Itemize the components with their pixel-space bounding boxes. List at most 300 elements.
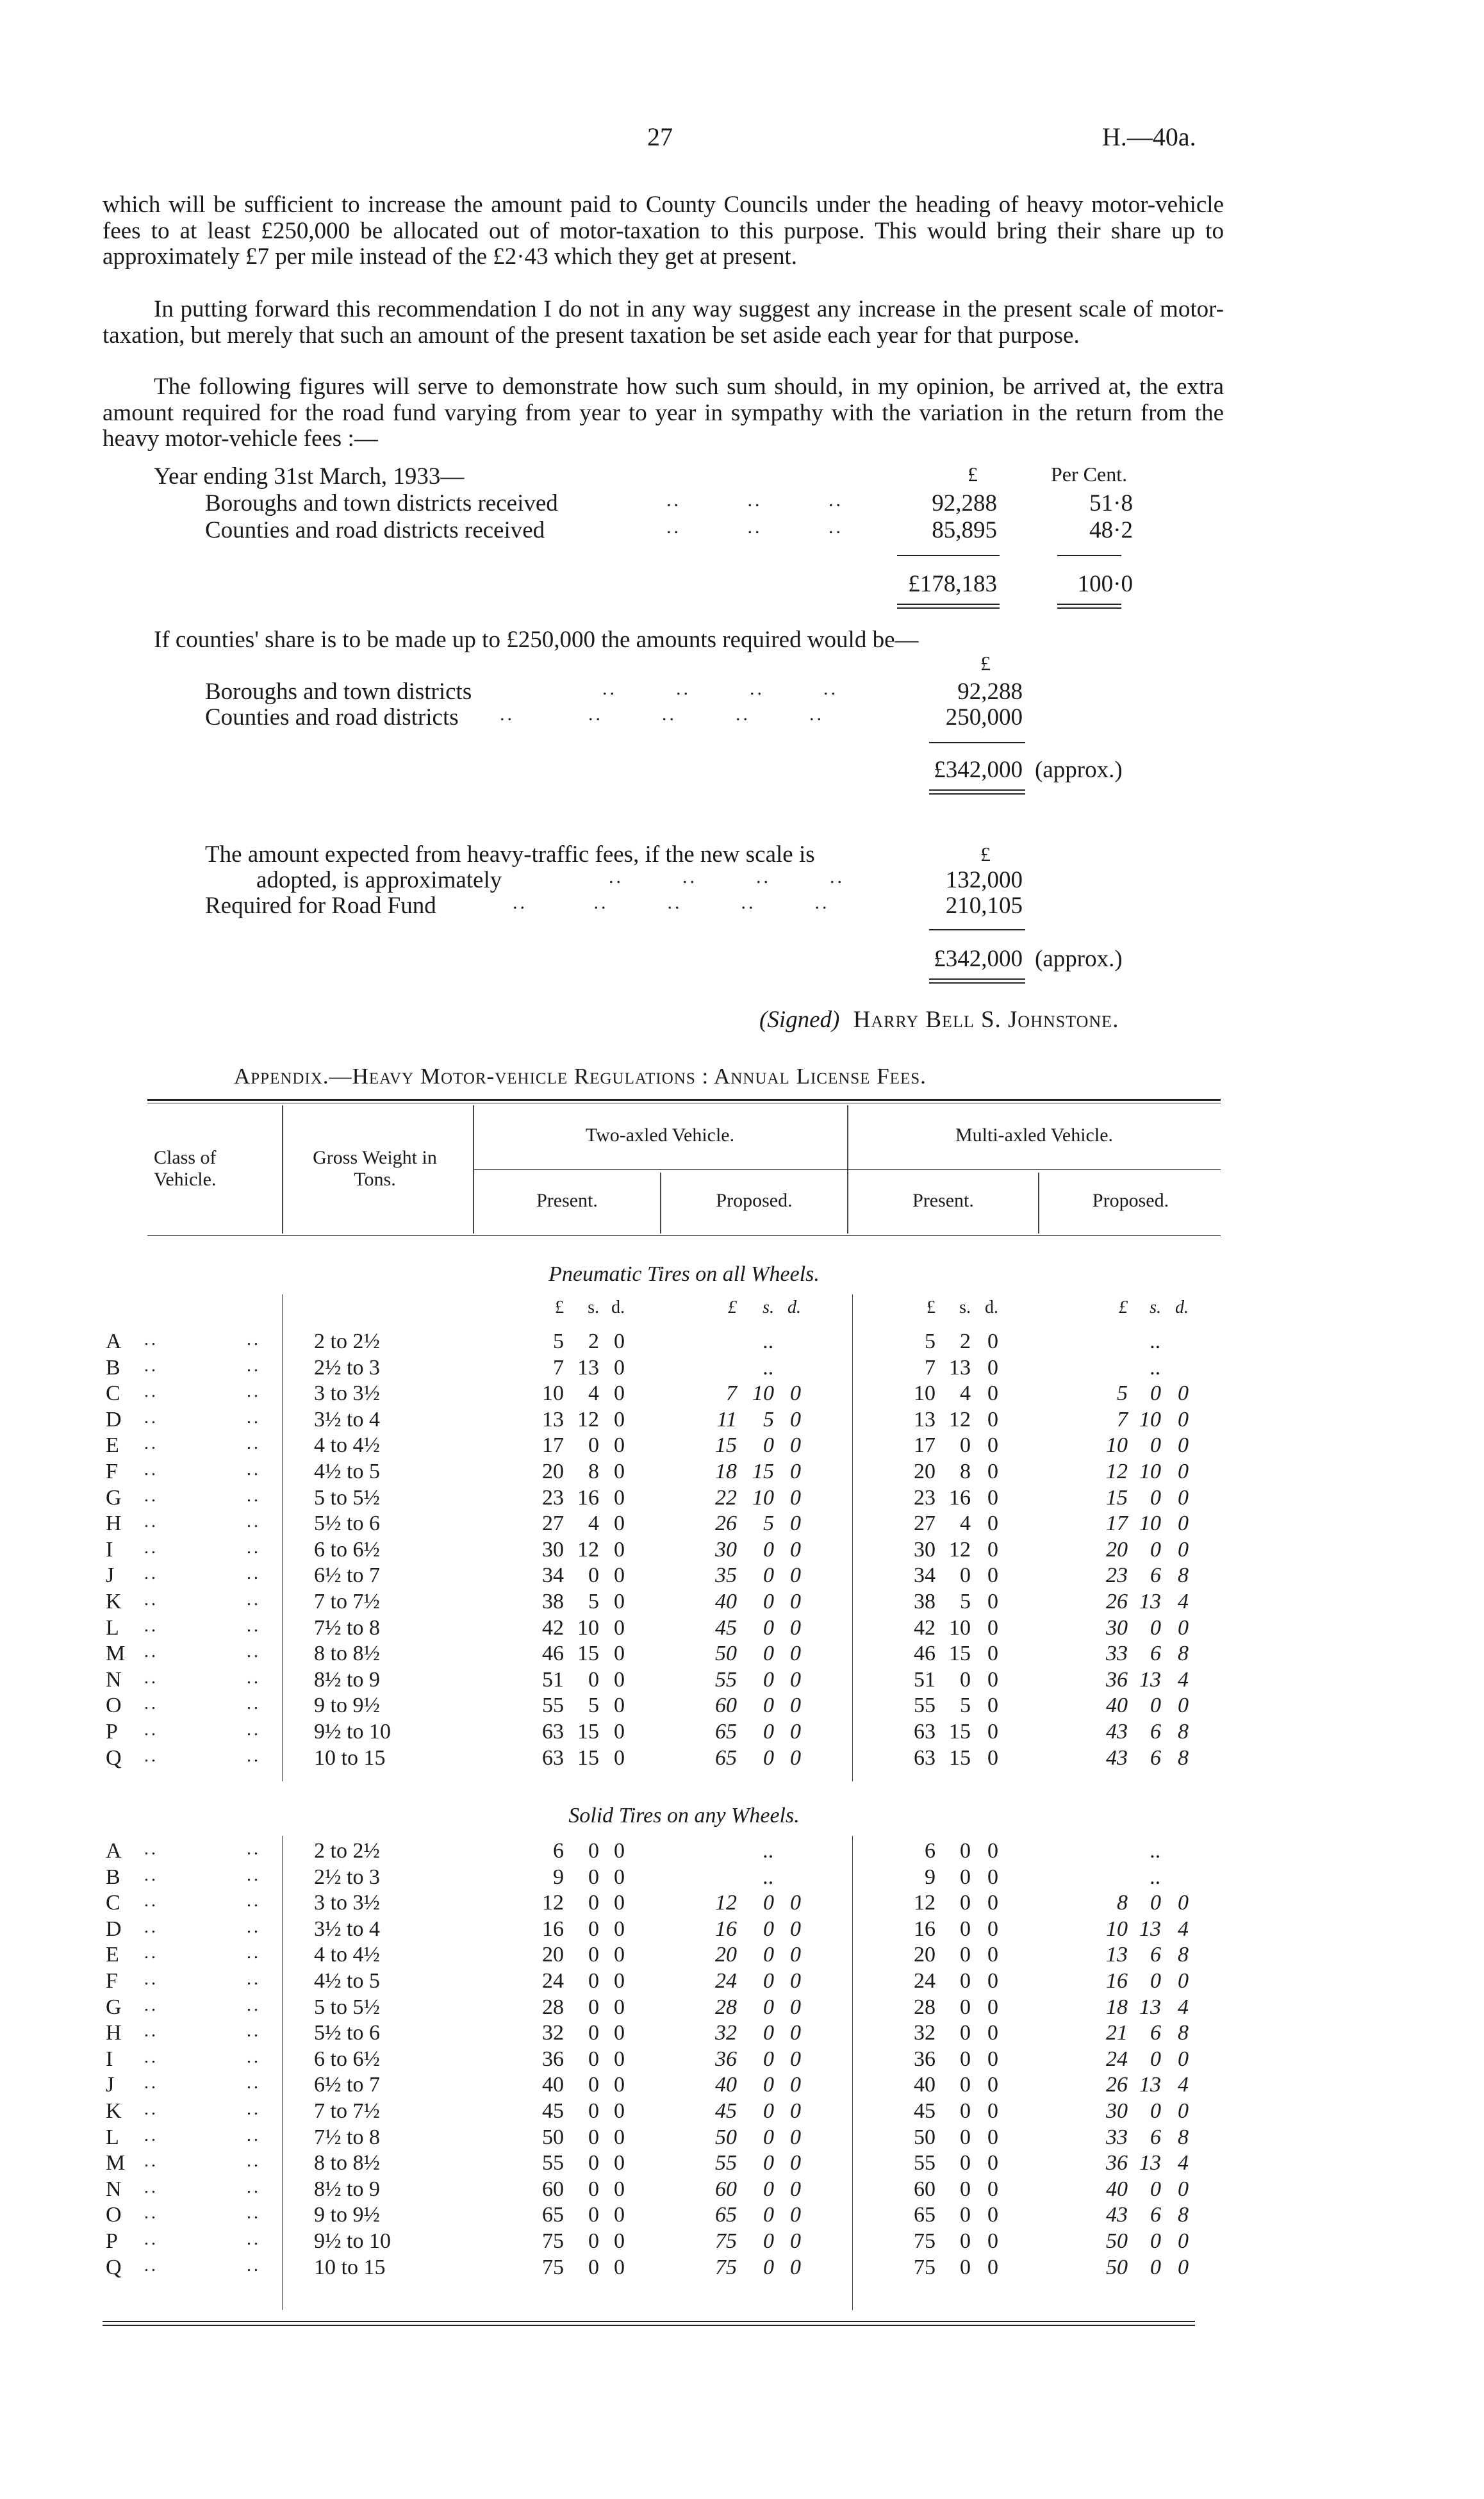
leader-dots: ..	[144, 1668, 158, 1688]
fee-cell: 8	[1178, 1746, 1189, 1770]
fee-cell: 0	[987, 1433, 998, 1457]
leader-dots: ..	[247, 1668, 261, 1688]
fee-cell: 0	[763, 1590, 774, 1613]
fee-cell: 0	[1178, 1694, 1189, 1717]
leader-dots: ..	[144, 1433, 158, 1453]
fee-cell: 40	[1106, 2177, 1128, 2201]
leader-dots: ..	[144, 2099, 158, 2119]
fee-cell: 0	[790, 2256, 801, 2279]
rule	[1057, 604, 1121, 605]
fee-cell: 50	[1106, 2256, 1128, 2279]
fee-cell: ..	[763, 1356, 774, 1380]
fee-cell: 0	[614, 1381, 625, 1405]
gross-weight: 8½ to 9	[314, 1668, 380, 1692]
year-row-percent: 48·2	[1089, 517, 1133, 543]
fee-cell: 0	[763, 2177, 774, 2201]
leader-dots: .. .. .. .. ..	[513, 892, 830, 913]
fee-cell: 0	[588, 2099, 599, 2123]
fee-cell: 40	[715, 1590, 737, 1613]
fee-cell: 0	[960, 1865, 971, 1889]
fee-cell: 0	[614, 1460, 625, 1483]
leader-dots: .. .. .. ..	[609, 866, 845, 887]
fees-total-note: (approx.)	[1035, 946, 1123, 972]
gross-weight: 10 to 15	[314, 2256, 386, 2279]
fee-cell: 30	[914, 1538, 936, 1562]
fee-cell: 10	[542, 1381, 564, 1405]
fee-cell: 0	[1178, 1512, 1189, 1535]
unit-label: s.	[1150, 1298, 1161, 1317]
vehicle-class: Q	[106, 1746, 122, 1770]
col-divider	[852, 1836, 853, 2310]
leader-dots: ..	[144, 1943, 158, 1963]
counties-total: £342,000	[934, 757, 1023, 783]
fee-cell: 0	[960, 2099, 971, 2123]
fee-cell: 0	[790, 1563, 801, 1587]
leader-dots: ..	[144, 1356, 158, 1376]
fee-cell: 0	[987, 1694, 998, 1717]
fee-cell: 0	[614, 1995, 625, 2019]
year-row-label: Boroughs and town districts received	[205, 490, 558, 516]
unit-label: s.	[763, 1298, 774, 1317]
fee-cell: 17	[542, 1433, 564, 1457]
vehicle-class: I	[106, 1538, 113, 1562]
fee-cell: 0	[763, 2229, 774, 2253]
leader-dots: ..	[247, 1563, 261, 1583]
fee-cell: 4	[960, 1381, 971, 1405]
fee-cell: 65	[715, 1720, 737, 1744]
fee-cell: 0	[790, 2203, 801, 2227]
fee-cell: 18	[715, 1460, 737, 1483]
fee-cell: 0	[614, 2099, 625, 2123]
leader-dots: ..	[247, 1891, 261, 1911]
paragraph-3: The following figures will serve to demonstrate how such sum should, in my opinion, be arrived at, the extra amount required for the road fund varying from year to year in sympathy with the variation in the return from the heavy motor-vehicle fees :—	[103, 374, 1224, 452]
fee-cell: 0	[1150, 1433, 1161, 1457]
fee-cell: 0	[987, 1486, 998, 1510]
header-multi-axled: Multi-axled Vehicle.	[955, 1125, 1114, 1146]
fee-cell: 4	[1178, 1668, 1189, 1692]
fee-cell: 0	[790, 1720, 801, 1744]
fee-cell: 0	[790, 2073, 801, 2097]
fee-cell: 0	[1178, 1616, 1189, 1640]
leader-dots: ..	[247, 2099, 261, 2119]
fee-cell: 63	[542, 1746, 564, 1770]
fee-cell: 0	[987, 1995, 998, 2019]
leader-dots: ..	[247, 1408, 261, 1428]
fee-cell: 20	[542, 1943, 564, 1967]
header-present: Present.	[912, 1190, 974, 1211]
fee-cell: 28	[914, 1995, 936, 2019]
fee-cell: 0	[588, 2047, 599, 2071]
fee-cell: 0	[790, 1694, 801, 1717]
fee-cell: 75	[542, 2256, 564, 2279]
vehicle-class: L	[106, 1616, 119, 1640]
gross-weight: 6 to 6½	[314, 2047, 380, 2071]
fee-cell: 0	[763, 1694, 774, 1717]
leader-dots: ..	[247, 1330, 261, 1349]
gross-weight: 3½ to 4	[314, 1917, 380, 1941]
fee-cell: 0	[960, 2177, 971, 2201]
unit-label: £	[728, 1298, 737, 1317]
fee-cell: 5	[960, 1694, 971, 1717]
fee-cell: 0	[1150, 2229, 1161, 2253]
fee-cell: 20	[715, 1943, 737, 1967]
fee-cell: 0	[763, 2151, 774, 2175]
leader-dots: ..	[247, 1486, 261, 1506]
fee-cell: 0	[987, 2073, 998, 2097]
fee-cell: 0	[588, 1969, 599, 1993]
fee-cell: 10	[1139, 1460, 1161, 1483]
fee-cell: 0	[614, 1512, 625, 1535]
fee-cell: 0	[790, 1460, 801, 1483]
fee-cell: 7	[726, 1381, 737, 1405]
leader-dots: ..	[247, 2125, 261, 2145]
fee-cell: 0	[987, 1381, 998, 1405]
fee-cell: 63	[914, 1746, 936, 1770]
fee-cell: 63	[914, 1720, 936, 1744]
fee-cell: 0	[790, 1995, 801, 2019]
header-bottom-rule	[147, 1235, 1221, 1236]
fee-cell: 33	[1106, 2125, 1128, 2149]
vehicle-class: P	[106, 1720, 118, 1744]
fee-cell: 24	[1106, 2047, 1128, 2071]
leader-dots: ..	[144, 2256, 158, 2275]
fee-cell: 36	[914, 2047, 936, 2071]
vehicle-class: J	[106, 1563, 115, 1587]
fees-amount-1: 132,000	[945, 867, 1023, 893]
fee-cell: 40	[715, 2073, 737, 2097]
leader-dots: ..	[144, 1694, 158, 1713]
fee-cell: 0	[960, 2229, 971, 2253]
fee-cell: 0	[1178, 2099, 1189, 2123]
vehicle-class: C	[106, 1891, 120, 1915]
fee-cell: 60	[715, 1694, 737, 1717]
fee-cell: 50	[542, 2125, 564, 2149]
fee-cell: 60	[914, 2177, 936, 2201]
gross-weight: 9 to 9½	[314, 2203, 380, 2227]
unit-label: d.	[985, 1298, 998, 1317]
fee-cell: 38	[542, 1590, 564, 1613]
fee-cell: 55	[542, 1694, 564, 1717]
fee-cell: 12	[577, 1408, 599, 1431]
fee-cell: 0	[960, 2256, 971, 2279]
leader-dots: ..	[144, 1486, 158, 1506]
fee-cell: 0	[614, 1720, 625, 1744]
fee-cell: 0	[987, 2256, 998, 2279]
fee-cell: 75	[715, 2256, 737, 2279]
fee-cell: 13	[914, 1408, 936, 1431]
fee-cell: 17	[1106, 1512, 1128, 1535]
fee-cell: 55	[542, 2151, 564, 2175]
fee-cell: 0	[614, 2047, 625, 2071]
fee-cell: 16	[715, 1917, 737, 1941]
leader-dots: ..	[144, 2021, 158, 2041]
fee-cell: 0	[614, 1746, 625, 1770]
fee-cell: 0	[614, 1356, 625, 1380]
gross-weight: 6½ to 7	[314, 1563, 380, 1587]
fee-cell: 13	[1139, 2151, 1161, 2175]
fee-cell: 65	[715, 2203, 737, 2227]
fee-cell: 0	[614, 1694, 625, 1717]
fee-cell: 0	[790, 1408, 801, 1431]
gross-weight: 5½ to 6	[314, 1512, 380, 1535]
fee-cell: 0	[614, 1590, 625, 1613]
fee-cell: 34	[542, 1563, 564, 1587]
gross-weight: 5 to 5½	[314, 1995, 380, 2019]
fee-cell: 0	[614, 1917, 625, 1941]
fee-cell: 23	[1106, 1563, 1128, 1587]
fee-cell: 13	[1139, 1590, 1161, 1613]
fee-cell: 50	[1106, 2229, 1128, 2253]
vehicle-class: I	[106, 2047, 113, 2071]
vehicle-class: B	[106, 1356, 120, 1380]
fee-cell: 43	[1106, 2203, 1128, 2227]
vehicle-class: Q	[106, 2256, 122, 2279]
leader-dots: ..	[247, 1694, 261, 1713]
fee-cell: 0	[1150, 2047, 1161, 2071]
fee-cell: 0	[987, 1460, 998, 1483]
gross-weight: 8½ to 9	[314, 2177, 380, 2201]
header-proposed: Proposed.	[716, 1190, 793, 1211]
vehicle-class: N	[106, 2177, 122, 2201]
fee-cell: 28	[542, 1995, 564, 2019]
fee-cell: 0	[763, 1538, 774, 1562]
fee-cell: 23	[542, 1486, 564, 1510]
fee-cell: 8	[1178, 1943, 1189, 1967]
fee-cell: 0	[614, 1668, 625, 1692]
fee-cell: 0	[588, 1865, 599, 1889]
year-heading: Year ending 31st March, 1933—	[154, 463, 465, 490]
fee-cell: 0	[763, 1616, 774, 1640]
fee-cell: 0	[588, 2177, 599, 2201]
fee-cell: 75	[914, 2256, 936, 2279]
leader-dots: ..	[247, 1943, 261, 1963]
fee-cell: 10	[914, 1381, 936, 1405]
year-col-pound: £	[968, 463, 978, 486]
fee-cell: 6	[1150, 1720, 1161, 1744]
fee-cell: 0	[987, 1969, 998, 1993]
fee-cell: ..	[763, 1330, 774, 1353]
section-title-pneumatic: Pneumatic Tires on all Wheels.	[548, 1262, 820, 1286]
fee-cell: 26	[1106, 1590, 1128, 1613]
gross-weight: 4½ to 5	[314, 1969, 380, 1993]
fee-cell: 0	[763, 1746, 774, 1770]
fee-cell: 0	[614, 1616, 625, 1640]
counties-row-amount: 92,288	[957, 679, 1023, 705]
fee-cell: 0	[987, 1943, 998, 1967]
fee-cell: 5	[553, 1330, 564, 1353]
fee-cell: 5	[588, 1590, 599, 1613]
leader-dots: ..	[247, 2021, 261, 2041]
fee-cell: 0	[588, 1995, 599, 2019]
fee-cell: 0	[790, 1486, 801, 1510]
fee-cell: 12	[1106, 1460, 1128, 1483]
fee-cell: 12	[914, 1891, 936, 1915]
fee-cell: 22	[715, 1486, 737, 1510]
fee-cell: 0	[960, 1839, 971, 1863]
fee-cell: 8	[1117, 1891, 1128, 1915]
fee-cell: 0	[1178, 1486, 1189, 1510]
vehicle-class: A	[106, 1839, 122, 1863]
fee-cell: 0	[987, 2177, 998, 2201]
leader-dots: ..	[247, 2177, 261, 2197]
fee-cell: ..	[763, 1839, 774, 1863]
gross-weight: 9½ to 10	[314, 2229, 391, 2253]
counties-row-amount: 250,000	[945, 704, 1023, 730]
gross-weight: 6 to 6½	[314, 1538, 380, 1562]
fee-cell: 15	[949, 1720, 971, 1744]
fee-cell: 0	[987, 1408, 998, 1431]
fee-cell: 0	[614, 1330, 625, 1353]
fee-cell: 75	[914, 2229, 936, 2253]
counties-heading: If counties' share is to be made up to £250,000 the amounts required would be—	[154, 627, 919, 653]
unit-label: d.	[787, 1298, 801, 1317]
leader-dots: ..	[247, 2047, 261, 2067]
fee-cell: 38	[914, 1590, 936, 1613]
fee-cell: 13	[577, 1356, 599, 1380]
vehicle-class: N	[106, 1668, 122, 1692]
leader-dots: ..	[247, 2203, 261, 2223]
fee-cell: 0	[987, 2151, 998, 2175]
leader-dots: ..	[247, 1356, 261, 1376]
fee-cell: 20	[914, 1943, 936, 1967]
fee-cell: 10	[1139, 1512, 1161, 1535]
year-total-amount: £178,183	[908, 571, 997, 597]
gross-weight: 10 to 15	[314, 1746, 386, 1770]
counties-col-pound: £	[980, 652, 991, 675]
fee-cell: 45	[914, 2099, 936, 2123]
gross-weight: 4 to 4½	[314, 1943, 380, 1967]
fee-cell: 0	[614, 1433, 625, 1457]
gross-weight: 2 to 2½	[314, 1330, 380, 1353]
fee-cell: 30	[1106, 1616, 1128, 1640]
fee-cell: 0	[588, 1563, 599, 1587]
fee-cell: 0	[588, 2125, 599, 2149]
fee-cell: 0	[987, 2229, 998, 2253]
fee-cell: 45	[715, 2099, 737, 2123]
leader-dots: ..	[247, 2151, 261, 2171]
fee-cell: 0	[614, 1538, 625, 1562]
fee-cell: 0	[790, 2021, 801, 2045]
fee-cell: 0	[960, 2151, 971, 2175]
gross-weight: 6½ to 7	[314, 2073, 380, 2097]
rule	[929, 789, 1025, 791]
fee-cell: 12	[949, 1408, 971, 1431]
fee-cell: 0	[987, 2125, 998, 2149]
fee-cell: 6	[1150, 1563, 1161, 1587]
fee-cell: 5	[925, 1330, 936, 1353]
fee-cell: 0	[960, 2203, 971, 2227]
fee-cell: 8	[1178, 2021, 1189, 2045]
fee-cell: 0	[987, 1330, 998, 1353]
year-col-percent: Per Cent.	[1051, 463, 1128, 486]
leader-dots: ..	[247, 2073, 261, 2093]
gross-weight: 3 to 3½	[314, 1891, 380, 1915]
rule	[897, 604, 1000, 605]
fee-cell: 0	[763, 2099, 774, 2123]
fee-cell: 0	[960, 2073, 971, 2097]
fee-cell: 0	[790, 2047, 801, 2071]
fee-cell: 0	[960, 1891, 971, 1915]
fee-cell: 0	[1178, 1891, 1189, 1915]
leader-dots: ..	[247, 2229, 261, 2249]
fee-cell: 15	[715, 1433, 737, 1457]
fee-cell: 0	[588, 2151, 599, 2175]
fee-cell: 46	[542, 1642, 564, 1665]
fee-cell: 0	[1150, 1969, 1161, 1993]
fee-cell: 45	[715, 1616, 737, 1640]
fee-cell: 8	[1178, 1720, 1189, 1744]
gross-weight: 7½ to 8	[314, 2125, 380, 2149]
fee-cell: 0	[790, 2125, 801, 2149]
leader-dots: ..	[144, 2203, 158, 2223]
header-proposed: Proposed.	[1092, 1190, 1169, 1211]
vehicle-class: G	[106, 1486, 122, 1510]
fee-cell: 50	[715, 1642, 737, 1665]
leader-dots: ..	[144, 1590, 158, 1610]
fee-cell: 0	[588, 2229, 599, 2253]
signatory-name: Harry Bell S. Johnstone.	[853, 1007, 1119, 1033]
fee-cell: 0	[790, 2229, 801, 2253]
fee-cell: 2	[960, 1330, 971, 1353]
leader-dots: ..	[144, 2151, 158, 2171]
fee-cell: 0	[987, 1616, 998, 1640]
fee-cell: 0	[1178, 1969, 1189, 1993]
leader-dots: ..	[247, 2256, 261, 2275]
fee-cell: 40	[542, 2073, 564, 2097]
fee-cell: ..	[1150, 1839, 1161, 1863]
fee-cell: 0	[790, 1943, 801, 1967]
fee-cell: 7	[553, 1356, 564, 1380]
fee-cell: 0	[614, 1891, 625, 1915]
leader-dots: ..	[144, 1891, 158, 1911]
fee-cell: 0	[790, 1381, 801, 1405]
fee-cell: 32	[715, 2021, 737, 2045]
fee-cell: 32	[542, 2021, 564, 2045]
fees-amount-2: 210,105	[945, 893, 1023, 919]
gross-weight: 8 to 8½	[314, 1642, 380, 1665]
leader-dots: ..	[247, 1642, 261, 1662]
fee-cell: 24	[914, 1969, 936, 1993]
fee-cell: 75	[542, 2229, 564, 2253]
gross-weight: 4½ to 5	[314, 1460, 380, 1483]
leader-dots: ..	[144, 1408, 158, 1428]
paragraph-2: In putting forward this recommendation I do not in any way suggest any increase in the present scale of motor-taxation, but merely that such an amount of the present taxation be set aside each year for that purpose.	[103, 296, 1224, 349]
fee-cell: 8	[1178, 1642, 1189, 1665]
leader-dots: ..	[144, 1381, 158, 1401]
fee-cell: 0	[614, 1642, 625, 1665]
fee-cell: 0	[790, 1969, 801, 1993]
fee-cell: 8	[588, 1460, 599, 1483]
fee-cell: 13	[1139, 1668, 1161, 1692]
fee-cell: 15	[577, 1642, 599, 1665]
fee-cell: 0	[1150, 1381, 1161, 1405]
leader-dots: ..	[144, 2047, 158, 2067]
fee-cell: 0	[1178, 1381, 1189, 1405]
unit-label: £	[555, 1298, 564, 1317]
gross-weight: 3 to 3½	[314, 1381, 380, 1405]
fee-cell: 0	[960, 1563, 971, 1587]
fee-cell: 18	[1106, 1995, 1128, 2019]
fee-cell: 0	[614, 1865, 625, 1889]
fee-cell: 0	[1150, 1616, 1161, 1640]
fee-cell: 0	[1150, 1891, 1161, 1915]
fee-cell: 0	[987, 2099, 998, 2123]
rule	[929, 793, 1025, 795]
fee-cell: 63	[542, 1720, 564, 1744]
year-row-percent: 51·8	[1089, 490, 1133, 516]
fee-cell: 0	[763, 2021, 774, 2045]
fee-cell: 55	[715, 2151, 737, 2175]
